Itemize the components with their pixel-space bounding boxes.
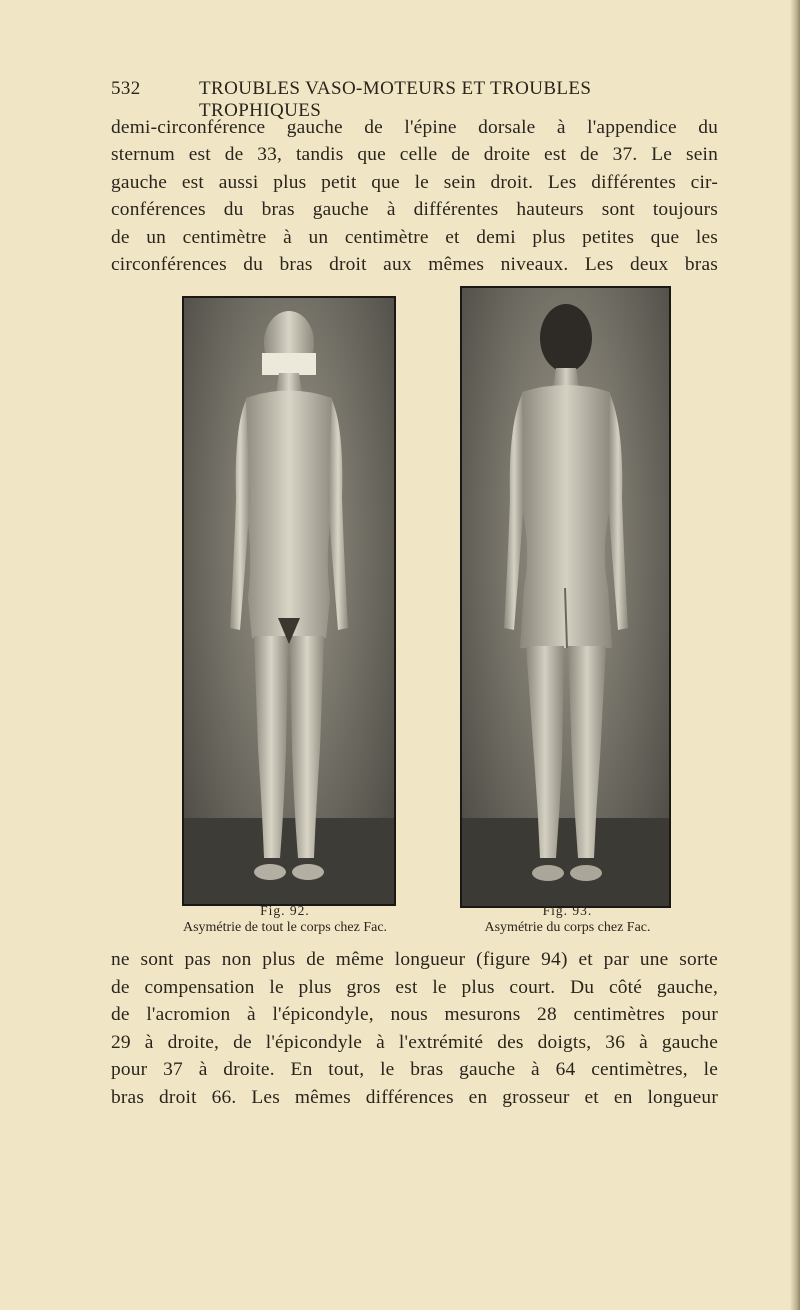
text-line: circonférences du bras droit aux mêmes niveaux. Les deux bras [111,254,718,276]
figure-caption-text: Asymétrie de tout le corps chez Fac. [182,920,388,935]
running-header [111,78,711,121]
text-line: demi-circonférence gauche de l'épine dorsale à l'appendice du [111,117,718,138]
text-line: ne sont pas non plus de même longueur (figure 94) et par une sorte [111,949,718,970]
figure-92-caption [130,902,440,936]
figure-93-photo [460,286,671,908]
figure-93-caption [440,902,695,936]
text-line: sternum est de 33, tandis que celle de droite est de 37. Le sein [111,144,718,166]
paragraph-top [111,114,718,278]
text-line: de un centimètre à un centimètre et demi plus petites que les [111,226,718,248]
figure-92-photo [182,296,396,906]
figure-label: Fig. 93. [542,903,593,918]
text-line: de l'acromion à l'épicondyle, nous mesurons 28 centimètres pour [111,1004,718,1026]
text-line: de compensation le plus gros est le plus court. Du côté gauche, [111,976,718,998]
page-edge-shadow [790,0,800,1310]
text-line: gauche est aussi plus petit que le sein droit. Les différentes cir- [111,171,718,193]
text-line: 29 à droite, de l'épicondyle à l'extrémité des doigts, 36 à gauche [111,1031,718,1053]
text-line: bras droit 66. Les mêmes différences en grosseur et en longueur [111,1086,718,1108]
text-line: conférences du bras gauche à différentes hauteurs sont toujours [111,199,718,221]
paragraph-bottom [111,946,718,1112]
page-number: 532 [111,78,141,99]
figure-label: Fig. 92. [260,903,310,918]
text-line: pour 37 à droite. En tout, le bras gauche à 64 centimètres, le [111,1059,718,1081]
running-title: TROUBLES VASO-MOTEURS ET TROUBLES TROPHIQUES [199,78,592,121]
figure-caption-text: Asymétrie du corps chez Fac. [484,920,651,935]
